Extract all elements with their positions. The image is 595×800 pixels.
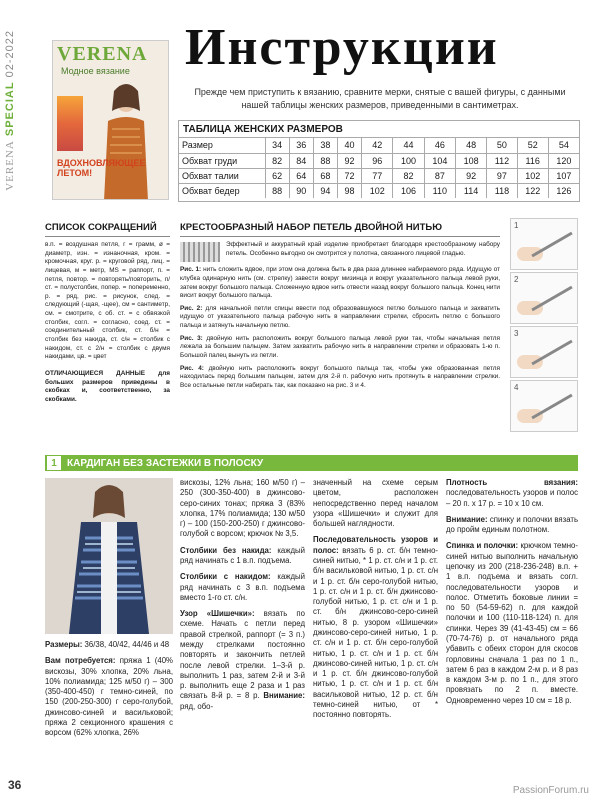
- spine-special: SPECIAL: [4, 81, 16, 137]
- column-2: вискозы, 12% льна; 160 м/50 г) – 250 (300-350-400) в джинсово-серо-синих тонах; пряжа 3 (83% хлопка, 17% полиамида; 130 м/50 г) – 100 (150-200-250) г джинсово-голубой с ворсом; крючок № 3,5. Столбики без накида: каждый ряд начинать с 1 в.п. подъема. Столбики с накидом: каждый ряд начинать с 3 в.п. подъема вместо 1-го ст. с/н. Узор «Шишечки»: вязать по схеме. Начать с петли перед правой стрелкой, раппорт (= 3 п.) между стрелками постоянно повторять и закончить петлей после левой стрелки. 1–3-й р. выполнить 1 раз, затем 2-й и 3-й р. выполнить еще 2 раза и 1 раз связать 8-й р. = 8 р. Внимание: ряд, обо-: [180, 478, 306, 711]
- sizes-cell: 77: [362, 168, 393, 183]
- sizes-cell: 82: [265, 153, 289, 168]
- sizes-cell: 104: [424, 153, 455, 168]
- spine: [0, 0, 30, 800]
- cast-on-step-3: Рис. 3: двойную нить расположить вокруг большого пальца левой руки так, чтобы начальная петля лежала за большим пальцем. Затем захватить рабочую нить в направлении стрелки и образовать 1-ю п. Большой палец вынуть из петли.: [180, 334, 500, 360]
- sizes-cell: 90: [289, 183, 313, 198]
- sizes-cell: 84: [289, 153, 313, 168]
- sizes-table-box: [178, 120, 580, 202]
- cover-model-image: [88, 81, 163, 200]
- sizes-cell: 46: [424, 138, 455, 153]
- sizes-cell: 110: [424, 183, 455, 198]
- sizes-cell: 97: [487, 168, 517, 183]
- sizes-cell: 120: [548, 153, 579, 168]
- sizes-cell: 40: [337, 138, 361, 153]
- sizes-table-title: ТАБЛИЦА ЖЕНСКИХ РАЗМЕРОВ: [179, 121, 579, 138]
- page-number: 36: [8, 778, 22, 792]
- sizes-cell: 50: [487, 138, 517, 153]
- sizes-cell: 106: [393, 183, 424, 198]
- project-number: 1: [47, 456, 61, 470]
- cast-on-step-1: Рис. 1: нить сложить вдвое, при этом она должна быть в два раза длиннее набираемого ряда. Идущую от клубка одинарную нить (см. стрелку) завести вокруг мизинца и вокруг указательного пальца левой руки, затем вокруг большого пальца. Сложенную вдвое нить отвести назад вокруг большого пальца. Конец нити висит вокруг большого пальца.: [180, 266, 500, 300]
- sizes-row-label: Обхват груди: [179, 153, 265, 168]
- abbreviations-title: СПИСОК СОКРАЩЕНИЙ: [45, 222, 170, 237]
- cast-on-step-2: Рис. 2: для начальной петли спицы ввести под образовавшуюся петлю большого пальца и захватить идущую от указательного пальца рабочую нить в направлении стрелки, сбросить петлю с большого пальца и затянуть начальную петлю.: [180, 304, 500, 330]
- sizes-cell: 94: [313, 183, 337, 198]
- sizes-row: [179, 168, 579, 183]
- spine-label: [4, 30, 16, 191]
- figure-2: 2: [510, 272, 578, 324]
- project-title: КАРДИГАН БЕЗ ЗАСТЕЖКИ В ПОЛОСКУ: [67, 457, 264, 469]
- sizes-cell: 92: [455, 168, 486, 183]
- cast-on-lead: Эффектный и аккуратный край изделие приобретает благодаря крестообразному набору петель. Особенно выгодно он смотрится у полотна, связанного лицевой гладью.: [226, 241, 500, 257]
- figure-1: 1: [510, 218, 578, 270]
- sizes-cell: 54: [548, 138, 579, 153]
- sizes-cell: 102: [362, 183, 393, 198]
- sizes-cell: 34: [265, 138, 289, 153]
- sizes-cell: 108: [455, 153, 486, 168]
- magazine-cover: [52, 40, 169, 200]
- column-3: значенный на схеме серым цветом, расположен непосредственно перед началом узора «Шишечки» и служит для большей наглядности. Последовательность узоров и полос: вязать 6 р. ст. б/н темно-синей нитью, * 1 р. ст. с/н и 1 р. ст. б/н васильковой нитью, 1 р. ст. с/н и 1 р. ст. б/н серо-голубой нитью, 1 р. ст. с/н и 1 р. ст. б/н джинсово-голубой нитью, 1 р. ст. с/н и 1 р. ст. б/н джинсово-серо-синей нитью, 8 р. узором «Шишечки» джинсово-серо-синей нитью, 1 р. ст. с/н и 1 р. ст. б/н серо-голубой нитью, 1 р. ст. с/н и 1 р. ст. б/н джинсово-синей нитью, 1 р. ст. с/н и 1 р. ст. б/н джинсово-голубой нитью, 1 р. ст. с/н и 1 р. ст. б/н васильковой нитью, 12 р. ст. б/н темно-синей нитью, от * постоянно повторять.: [313, 478, 439, 720]
- page-title: Инструкции: [185, 19, 499, 76]
- cast-on-figures: [510, 218, 578, 434]
- sizes-cell: 88: [265, 183, 289, 198]
- sizes-cell: 126: [548, 183, 579, 198]
- intro-text: Прежде чем приступить к вязанию, сравните мерки, снятые с вашей фигуры, с данными нашей таблицы женских размеров, приведенными в сантиметрах.: [194, 87, 566, 110]
- cardigan-photo: [45, 478, 173, 634]
- sizes-cell: 114: [455, 183, 486, 198]
- sizes-cell: 48: [455, 138, 486, 153]
- sizes-row: [179, 183, 579, 198]
- sizes-cell: 38: [313, 138, 337, 153]
- sizes-row: [179, 138, 579, 153]
- sizes-row-label: Обхват талии: [179, 168, 265, 183]
- column-4: Плотность вязания: последовательность узоров и полос – 20 п. x 17 р. = 10 x 10 см. Внимание: спинку и полочки вязать до пройм единым полотном. Спинка и полочки: крючком темно-синей нитью выполнить начальную цепочку из 200 (218-236-248) в.п. + 1 в.п. подъема и вязать согл. последовательности узоров и полос. Отметить боковые линии = по 50 (54-59-62) п. для каждой полочки и 100 (110-118-124) п. для спинки. Через 39 (41-43-45) см = 66 (70-74-76) р. от начального ряда убавить с обеих сторон для скосов горловины сначала 1 раз по 1 п., затем 6 раз в каждом 2-м р. и 8 раз в каждом 3-м р. по 1 п., для этого провязать по 2 п. вместе. Одновременно через 10 см = 18 р.: [446, 478, 579, 705]
- sizes-cell: 68: [313, 168, 337, 183]
- sizes-cell: 100: [393, 153, 424, 168]
- figure-3: 3: [510, 326, 578, 378]
- cover-thumbnails: [57, 96, 83, 151]
- spine-brand: VERENA: [4, 140, 16, 191]
- sizes-row-label: Размер: [182, 140, 213, 151]
- sizes-cell: 88: [313, 153, 337, 168]
- sizes-table: [179, 138, 579, 198]
- abbreviations-section: [45, 222, 170, 405]
- cover-logo: VERENA: [57, 43, 148, 65]
- cover-subtitle: Модное вязание: [61, 66, 130, 76]
- sizes-cell: 122: [517, 183, 548, 198]
- sizes-row: [179, 153, 579, 168]
- cast-on-title: КРЕСТООБРАЗНЫЙ НАБОР ПЕТЕЛЬ ДВОЙНОЙ НИТЬЮ: [180, 222, 500, 237]
- watermark: PassionForum.ru: [512, 785, 589, 796]
- sizes-cell: 112: [487, 153, 517, 168]
- figure-4: 4: [510, 380, 578, 432]
- project-header: [45, 455, 578, 471]
- sizes-cell: 98: [337, 183, 361, 198]
- abbreviations-note: ОТЛИЧАЮЩИЕСЯ ДАННЫЕ для больших размеров приведены в скобках и, соответственно, за скобками.: [45, 369, 170, 403]
- column-1: Размеры: 36/38, 40/42, 44/46 и 48 Вам потребуется: пряжа 1 (40% вискозы, 30% хлопка, 20% льна, 10% полиамида; 125 м/50 г) – 300 (350-400-450) г темно-синей, по 150 (200-250-300) г серо-голубой, джинсово-синей и васильковой; пряжа 2 секционного крашения с ворсом (62% хлопка, 26%: [45, 640, 173, 738]
- sizes-cell: 42: [362, 138, 393, 153]
- sizes-cell: 44: [393, 138, 424, 153]
- sizes-cell: 52: [517, 138, 548, 153]
- cast-on-step-4: Рис. 4: двойную нить расположить вокруг большого пальца так, чтобы уже образованная петля находилась перед большим пальцем, затем для 2-й п. рабочую нить протянуть в направлении стрелки. Все остальные петли набирать так, как показано на рис. 3 и 4.: [180, 364, 500, 389]
- sizes-cell: 102: [517, 168, 548, 183]
- sizes-cell: 72: [337, 168, 361, 183]
- sizes-cell: 82: [393, 168, 424, 183]
- spine-issue: 02-2022: [4, 30, 16, 78]
- sizes-cell: 64: [289, 168, 313, 183]
- abbreviations-text: в.п. = воздушная петля, г = грамм, ø = диаметр, изн. = изнаночная, кром. = кромочная, круг. р. = круговой ряд, лиц. = лицевая, м = метр, MS = раппорт, п. = петля, повтор. = повторять/повторить, п/ст. = полустолбик, попер. = попеременно, р. = ряд, рис. = рисунок, след. = следующий (-щая, -щее), см = сантиметр, см. = смотрите, с об. ст. = с обвязкой столбик, согл. = согласно, соед. ст. = соединительный столбик, ст. б/н = столбик без накида, ст. с/н = столбик с накидом, ст. с 2/н = столбик с двумя накидами, цв. = цвет: [45, 241, 170, 361]
- cast-on-sample-image: [180, 242, 220, 262]
- sizes-cell: 36: [289, 138, 313, 153]
- cast-on-section: [180, 222, 500, 395]
- sizes-cell: 116: [517, 153, 548, 168]
- sizes-row-label: Обхват бедер: [179, 183, 265, 198]
- sizes-cell: 107: [548, 168, 579, 183]
- sizes-cell: 87: [424, 168, 455, 183]
- sizes-cell: 92: [337, 153, 361, 168]
- cover-banner: ВДОХНОВЛЯЮЩЕЕ ЛЕТОМ!: [57, 158, 146, 178]
- sizes-cell: 62: [265, 168, 289, 183]
- sizes-cell: 118: [487, 183, 517, 198]
- sizes-cell: 96: [362, 153, 393, 168]
